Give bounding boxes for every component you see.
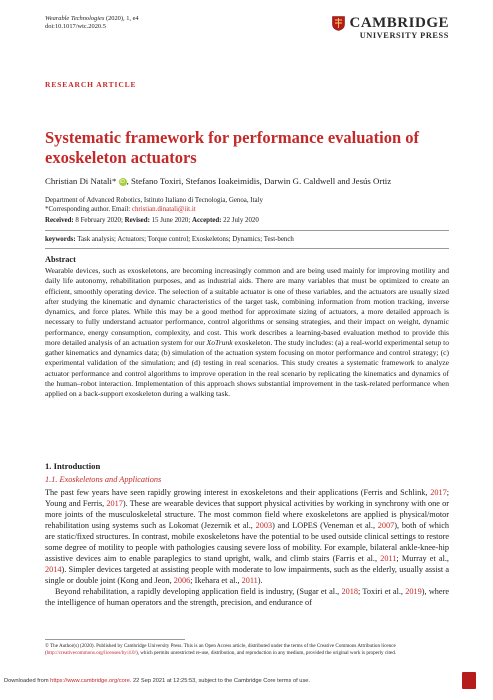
citation-link[interactable]: 2006 — [173, 576, 191, 586]
license-link[interactable]: http://creativecommons.org/licenses/by/4.0/ — [46, 649, 137, 656]
article-title: Systematic framework for performance evaluation of exoskeleton actuators — [45, 128, 420, 167]
paragraph: The past few years have seen rapidly growing interest in exoskeletons and their applications (Ferris and Schlink, 2017; Young and Ferris, 2017). These are wearable devices that support physical activities by working in synchrony with one or more joints of the musculoskeletal structure. The most common field where exoskeletons are applied is physical/motor rehabilitation using systems such as Lokomat (Jezernik et al., 2003) and LOPES (Veneman et al., 2007), both of which are static/fixed structures. In contrast, mobile exoskeletons have the potential to be used outside clinical settings to restore some degree of motility to people with pathologies causing severe loss of mobility. For example, bilateral ankle-knee-hip assistive devices aim to enable paraplegics to stand upright, walk, and climb stairs (Farris et al., 2011; Murray et al., 2014). Simpler devices targeted at assisting people with moderate to low impairments, such as the elderly, usually assist a single or double joint (Kong and Jeon, 2006; Ikehara et al., 2011). — [45, 488, 449, 586]
department: Department of Advanced Robotics, Istituto Italiano di Tecnologia, Genoa, Italy — [45, 197, 263, 204]
university-logo-icon — [462, 672, 476, 689]
citation-link[interactable]: 2003 — [255, 521, 273, 531]
subsection-heading: 1.1. Exoskeletons and Applications — [45, 475, 162, 484]
paragraph: Beyond rehabilitation, a rapidly developing application field is industry, (Sugar et al., 2018; Toxiri et al., 2019), where the intelligence of human operators and the strength, precision, and endurance of — [45, 587, 449, 608]
copyright-notice: © The Author(s) (2020). Published by Cambridge University Press. This is an Open Access article, distributed under the terms of the Creative Commons Attribution licence (http://creativecommons.org/licenses/by/4.0/), which permits unrestricted re-use, distribution, and reproduction in any medium, provided the original work is properly cited. — [45, 643, 397, 656]
cambridge-core-link[interactable]: https://www.cambridge.org/core — [50, 678, 130, 684]
journal-issue: (2020), 1, e4 — [104, 15, 139, 22]
author-rest: , Stefano Toxiri, Stefanos Ioakeimidis, Darwin G. Caldwell and Jesús Ortiz — [126, 176, 392, 186]
doi-link[interactable]: doi:10.1017/wtc.2020.5 — [45, 23, 106, 30]
article-type-label: RESEARCH ARTICLE — [45, 80, 137, 89]
received-date: 8 February 2020; — [73, 217, 125, 224]
abstract-body-end: exoskeleton. The study includes: (a) a real-world experimental setup to gather kinematics and dynamics data; (b) simulation of the actuation system focusing on motor performance and control strategy; (c) experimental validation of the simulation; and (d) testing in real scenarios. This study creates a systematic framework to analyze actuator performance and control algorithms to improve operation in the real scenario by replicating the kinematics and dynamics of the human–robot interaction. Implementation of this approach shows substantial improvement in the task-related performance when applied on a back-support exoskeleton during a walking task. — [45, 337, 449, 398]
journal-citation — [45, 15, 139, 23]
section-heading: 1. Introduction — [45, 461, 101, 471]
article-dates — [45, 217, 259, 224]
body-text — [45, 487, 449, 609]
abstract-device-name: XoTrunk — [206, 337, 233, 347]
revised-date: 15 June 2020; — [149, 217, 192, 224]
abstract-body: Wearable devices, such as exoskeletons, are becoming increasingly common and are being used mainly for improving motility and daily life autonomy, rehabilitation purposes, and as industrial aids. There are many variables that must be optimized to create an efficient, smoothly operating device. The selection of a suitable actuator is one of these variables, and the actuators are usually sized after studying the kinematic and dynamic characteristics of the target task, combining information from motion tracking, inverse dynamics, and force plates. While this may be a good method for approximate sizing of actuators, a more detailed approach is necessary to fully understand actuator performance, control algorithms or sensing strategies, and their impact on weight, dynamic performance, energy consumption, complexity, and cost. This work describes a learning-based evaluation method to provide this more detailed analysis of an actuation system for our — [45, 266, 449, 347]
citation-link[interactable]: 2011 — [241, 576, 258, 586]
keywords-label: keywords: — [45, 236, 76, 243]
cambridge-logo — [332, 15, 449, 40]
citation-link[interactable]: 2007 — [377, 521, 395, 531]
corresponding-author — [45, 205, 465, 214]
accepted-label: Accepted: — [191, 217, 222, 224]
received-label: Received: — [45, 217, 74, 224]
journal-name: Wearable Technologies — [45, 15, 105, 22]
logo-subtitle: UNIVERSITY PRESS — [359, 31, 449, 40]
affiliation — [45, 196, 465, 214]
divider — [45, 230, 449, 231]
accepted-date: 22 July 2020 — [221, 217, 259, 224]
author-list — [45, 176, 391, 186]
citation-link[interactable]: 2017 — [106, 499, 123, 509]
orcid-icon[interactable]: iD — [120, 179, 125, 185]
crest-icon — [332, 16, 345, 31]
citation-link[interactable]: 2011 — [380, 554, 397, 564]
download-footer: Downloaded from https://www.cambridge.org/core. 22 Sep 2021 at 12:25:53, subject to the Cambridge Core terms of use. — [4, 678, 311, 684]
divider — [45, 639, 185, 640]
citation-link[interactable]: 2014 — [45, 565, 62, 575]
logo-wordmark: CAMBRIDGE — [349, 15, 449, 31]
citation-link[interactable]: 2018 — [341, 587, 358, 597]
abstract-text — [45, 266, 449, 399]
corresponding-label: *Corresponding author. Email: — [45, 206, 132, 213]
keywords — [45, 236, 465, 243]
corresponding-marker: * — [111, 176, 117, 186]
citation-link[interactable]: 2019 — [405, 587, 422, 597]
revised-label: Revised: — [124, 217, 150, 224]
abstract-heading: Abstract — [45, 255, 76, 264]
citation-link[interactable]: 2017 — [430, 488, 447, 497]
corresponding-email[interactable]: christian.dinatali@iit.it — [131, 206, 196, 213]
divider — [45, 248, 449, 249]
keywords-text: Task analysis; Actuators; Torque control; Exoskeletons; Dynamics; Test-bench — [75, 236, 294, 243]
author-first[interactable]: Christian Di Natali — [45, 176, 112, 186]
